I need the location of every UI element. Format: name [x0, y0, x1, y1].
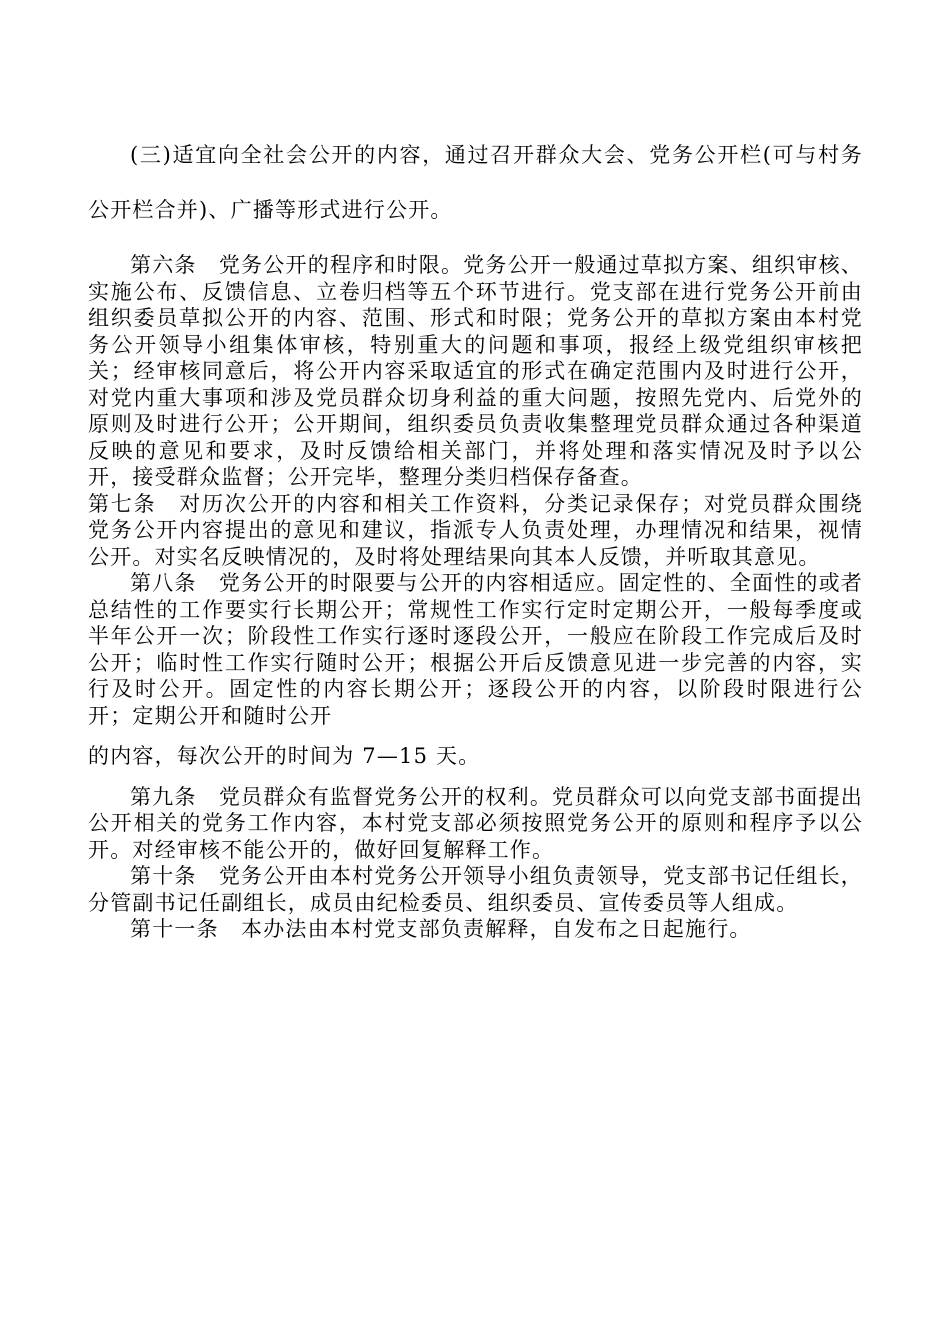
paragraph-article-8: 第八条 党务公开的时限要与公开的内容相适应。固定性的、全面性的或者总结性的工作要实行长期公开；常规性工作实行定时定期公开，一般每季度或半年公开一次；阶段性工作实行逐时逐段公开，一般应在阶段工作完成后及时公开；临时性工作实行随时公开；根据公开后反馈意见进一步完善的内容，实行及时公开。固定性的内容长期公开；逐段公开的内容，以阶段时限进行公开；定期公开和随时公开: [88, 571, 863, 728]
paragraph-article-7: 第七条 对历次公开的内容和相关工作资料，分类记录保存；对党员群众围绕党务公开内容提出的意见和建议，指派专人负责处理，办理情况和结果，视情公开。对实名反映情况的，及时将处理结果向其本人反馈，并听取其意见。: [88, 491, 863, 569]
paragraph-article-10: 第十条 党务公开由本村党务公开领导小组负责领导，党支部书记任组长，分管副书记任副组长，成员由纪检委员、组织委员、宣传委员等人组成。: [88, 864, 863, 915]
paragraph-article-11: 第十一条 本办法由本村党支部负责解释，自发布之日起施行。: [130, 917, 752, 941]
paragraph-item-3: (三)适宜向全社会公开的内容，通过召开群众大会、党务公开栏(可与村务公开栏合并)、广播等形式进行公开。: [88, 143, 863, 222]
paragraph-article-6: 第六条 党务公开的程序和时限。党务公开一般通过草拟方案、组织审核、实施公布、反馈信息、立卷归档等五个环节进行。党支部在进行党务公开前由组织委员草拟公开的内容、范围、形式和时限；党务公开的草拟方案由本村党务公开领导小组集体审核，特别重大的问题和事项，报经上级党组织审核把关；经审核同意后，将公开内容采取适宜的形式在确定范围内及时进行公开，对党内重大事项和涉及党员群众切身利益的重大问题，按照先党内、后党外的原则及时进行公开；公开期间，组织委员负责收集整理党员群众通过各种渠道反映的意见和要求，及时反馈给相关部门，并将处理和落实情况及时予以公开，接受群众监督；公开完毕，整理分类归档保存备查。: [88, 253, 863, 489]
paragraph-article-8-tail: 的内容，每次公开的时间为 7—15 天。: [88, 744, 481, 768]
document-page: [88, 128, 863, 943]
paragraph-article-9: 第九条 党员群众有监督党务公开的权利。党员群众可以向党支部书面提出公开相关的党务工作内容，本村党支部必须按照党务公开的原则和程序予以公开。对经审核不能公开的，做好回复解释工作。: [88, 784, 863, 862]
